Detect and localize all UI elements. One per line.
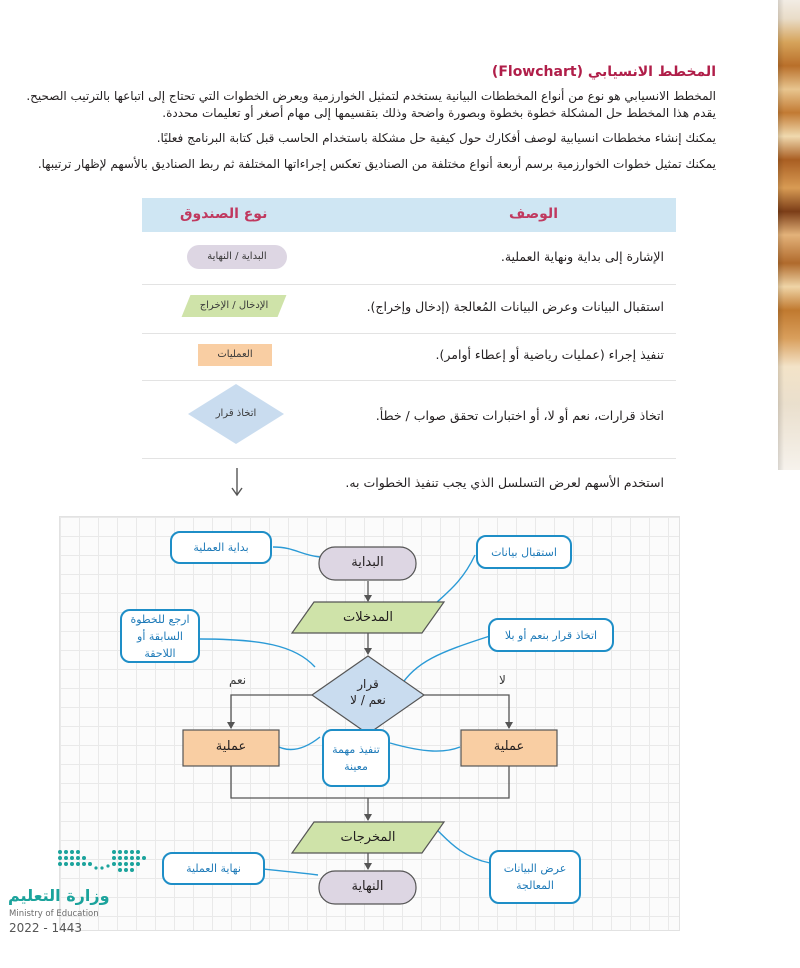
io-shape-label: الإدخال / الإخراج — [199, 300, 269, 311]
row-divider — [142, 333, 676, 334]
arrow-down-icon — [229, 468, 245, 498]
publication-year: 2022 - 1443 — [9, 921, 83, 935]
callout-receive-data: استقبال بيانات — [476, 535, 572, 569]
row-description-terminal: الإشارة إلى بداية ونهاية العملية. — [500, 249, 664, 264]
callout-execute-task-line1: تنفيذ مهمة — [332, 743, 380, 756]
process-left-label: عملية — [215, 739, 247, 754]
flowchart-shapes-table — [142, 198, 676, 496]
planning-paragraph: يمكنك إنشاء مخططات انسيابية لوصف أفكارك حول كيفية حل مشكلة باستخدام الحاسب قبل كتابة البرنامج فعليًا. — [156, 131, 716, 145]
end-node-label: النهاية — [351, 879, 384, 894]
callout-display-data-line1: عرض البيانات — [503, 862, 567, 875]
example-flowchart — [59, 516, 680, 931]
row-divider — [142, 284, 676, 285]
row-description-decision: اتخاذ قرارات، نعم أو لا، أو اختبارات تحقق صواب / خطأ. — [375, 408, 664, 423]
callout-display-data — [489, 850, 581, 904]
section-title: المخطط الانسيابي (Flowchart) — [491, 64, 716, 80]
start-node-label: البداية — [351, 555, 384, 570]
box-types-paragraph: يمكنك تمثيل خطوات الخوارزمية برسم أربعة أنواع مختلفة من الصناديق تعكس إجراءاتها المختلفة ثم ربط الصناديق بالأسهم لإظهار ترتيبها. — [37, 157, 716, 171]
header-box-type: نوع الصندوق — [180, 206, 268, 222]
ministry-name-arabic: وزارة التعليم — [8, 886, 110, 905]
flowchart-connectors — [60, 517, 679, 930]
input-node-label: المدخلات — [343, 610, 393, 625]
side-photo-shadow — [778, 0, 784, 470]
row-description-io: استقبال البيانات وعرض البيانات المُعالجة (إدخال وإخراج). — [366, 299, 664, 314]
ministry-logo-icon — [54, 848, 148, 878]
ministry-name-english: Ministry of Education — [9, 909, 99, 919]
header-description: الوصف — [508, 206, 558, 222]
row-divider — [142, 380, 676, 381]
decision-node-label-line2: نعم / لا — [350, 693, 386, 707]
callout-go-back-line2: السابقة أو اللاحقة — [137, 629, 183, 660]
decision-shape-label: اتخاذ قرار — [215, 408, 257, 419]
callout-display-data-line2: المعالجة — [516, 879, 554, 892]
row-description-arrows: استخدم الأسهم لعرض التسلسل الذي يجب تنفيذ الخطوات به. — [345, 475, 664, 490]
callout-go-back-line1: ارجع للخطوة — [130, 612, 190, 626]
row-description-process: تنفيذ إجراء (عمليات رياضية أو إعطاء أوامر). — [435, 347, 664, 362]
process-shape: العمليات — [198, 344, 272, 366]
terminal-shape: البداية / النهاية — [187, 245, 287, 269]
callout-execute-task-line2: معينة — [344, 760, 368, 773]
decision-node-label-line1: قرار — [357, 677, 379, 691]
callout-make-decision: اتخاذ قرار بنعم أو بلا — [488, 618, 614, 652]
table-header — [142, 198, 676, 232]
callout-go-back — [120, 609, 200, 663]
intro-paragraph: المخطط الانسيابي هو نوع من أنواع المخططات البيانية يستخدم لتمثيل الخوارزمية ويعرض الخطوات التي تحتاج إلى اتباعها بالترتيب الصحيح. يقدم هذا المخطط حل المشكلة خطوة بخطوة وبصورة واضحة وذلك بتقسيمها إلى مهام أصغر أو تعليمات محددة. — [26, 89, 716, 120]
branch-yes-label: نعم — [229, 673, 247, 687]
callout-start-of-process: بداية العملية — [170, 531, 272, 564]
row-divider — [142, 458, 676, 459]
callout-execute-task — [322, 729, 390, 787]
process-right-label: عملية — [493, 739, 525, 754]
branch-no-label: لا — [499, 673, 506, 687]
output-node-label: المخرجات — [340, 830, 396, 845]
callout-end-of-process: نهاية العملية — [162, 852, 265, 885]
